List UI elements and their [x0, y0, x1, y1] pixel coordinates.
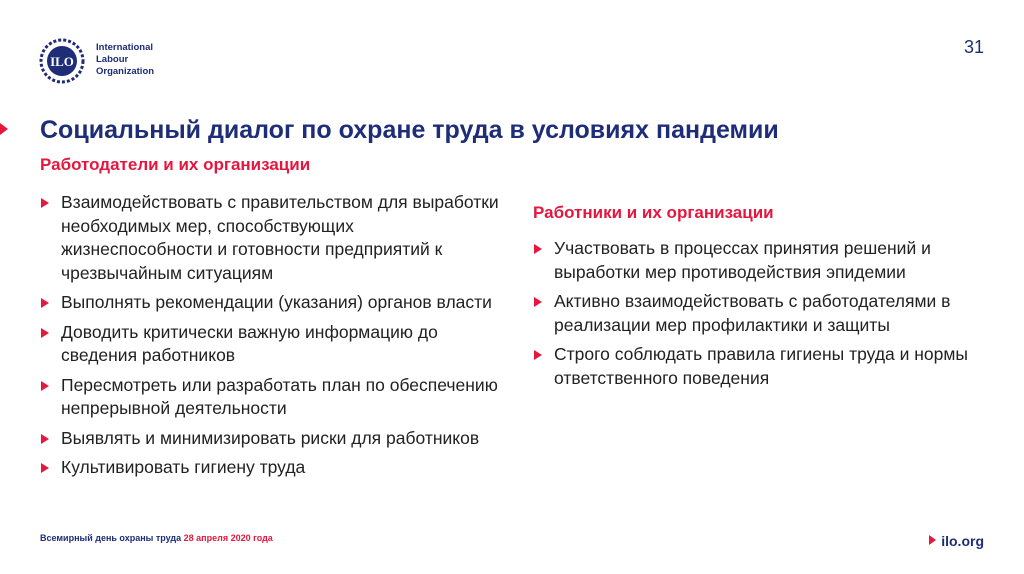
list-item [40, 374, 500, 421]
list-item-text: Строго соблюдать правила гигиены труда и нормы ответственного поведения [554, 344, 969, 388]
logo-wordmark [96, 42, 154, 78]
list-item-text: Пересмотреть или разработать план по обеспечению непрерывной деятельности [61, 374, 498, 418]
list-item-text: Культивировать гигиену труда [61, 457, 306, 477]
bullet-arrow-icon [534, 350, 542, 360]
workers-list [533, 237, 993, 396]
list-item-text: Взаимодействовать с правительством для выработки необходимых мер, способствующих жизнеспособности и готовности предприятий к чрезвычайным ситуациям [61, 192, 499, 283]
workers-heading: Работники и их организации [533, 203, 774, 222]
list-item-text: Участвовать в процессах принятия решений и выработки мер противодействия эпидемии [554, 238, 931, 282]
employers-list [40, 191, 500, 486]
list-item [40, 321, 500, 368]
employers-heading: Работодатели и их организации [40, 155, 311, 174]
list-item [40, 191, 500, 285]
page-number: 31 [963, 37, 984, 57]
svg-text:ILO: ILO [50, 54, 74, 69]
list-item [533, 237, 993, 284]
list-item [40, 456, 500, 480]
footer-event: Всемирный день охраны труда [40, 533, 182, 543]
list-item [40, 427, 500, 451]
bullet-arrow-icon [41, 434, 49, 444]
logo-line-1: International [96, 42, 154, 53]
ilo-logo [38, 38, 168, 84]
list-item-text: Активно взаимодействовать с работодателями в реализации мер профилактики и защиты [554, 291, 951, 335]
list-item [533, 290, 993, 337]
list-item [533, 343, 993, 390]
logo-line-2: Labour [96, 54, 129, 65]
ilo-emblem-icon [38, 38, 86, 84]
site-link[interactable] [929, 533, 984, 549]
list-item-text: Выполнять рекомендации (указания) органов власти [61, 292, 492, 312]
footer-caption [40, 533, 273, 543]
list-item-text: Доводить критически важную информацию до сведения работников [61, 321, 438, 365]
slide-title: Социальный диалог по охране труда в условиях пандемии [40, 116, 779, 144]
arrow-right-icon [929, 535, 936, 545]
bullet-arrow-icon [534, 297, 542, 307]
logo-line-3: Organization [96, 66, 155, 77]
list-item [40, 291, 500, 315]
bullet-arrow-icon [41, 463, 49, 473]
section-marker-arrow [0, 123, 8, 135]
list-item-text: Выявлять и минимизировать риски для работников [61, 427, 480, 448]
bullet-arrow-icon [41, 381, 49, 391]
footer-date: 28 апреля 2020 года [183, 533, 273, 543]
bullet-arrow-icon [41, 298, 49, 308]
site-link-text[interactable]: ilo.org [941, 533, 984, 549]
bullet-arrow-icon [534, 244, 542, 254]
bullet-arrow-icon [41, 198, 49, 208]
bullet-arrow-icon [41, 328, 49, 338]
